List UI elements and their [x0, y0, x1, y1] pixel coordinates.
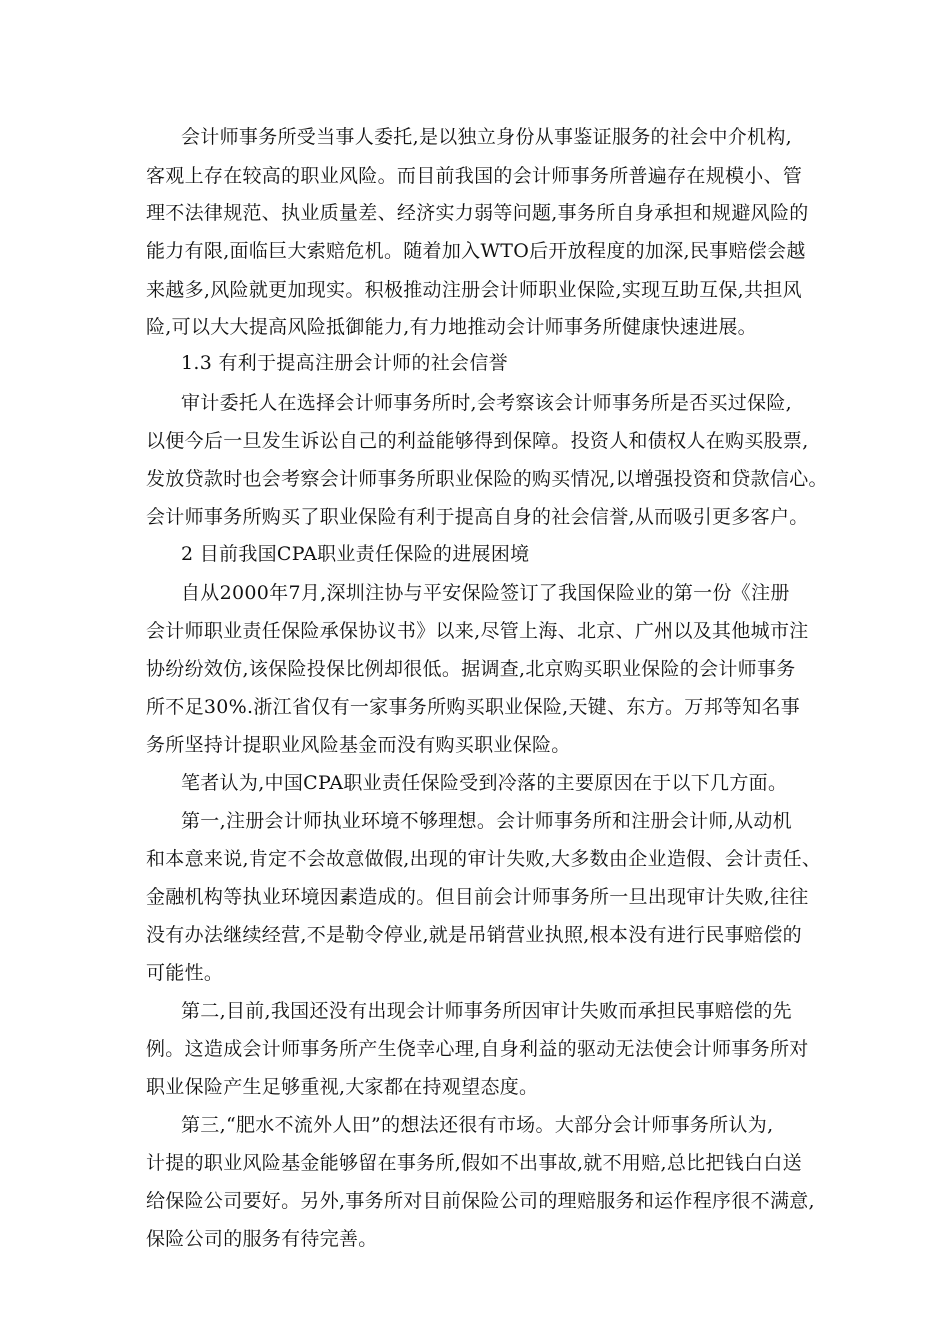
text-line: 审计委托人在选择会计师事务所时,会考察该会计师事务所是否买过保险,	[181, 392, 792, 414]
text-line: 会计师事务所受当事人委托,是以独立身份从事鉴证服务的社会中介机构,	[181, 126, 792, 148]
text-line: 客观上存在较高的职业风险。而目前我国的会计师事务所普遍存在规模小、管	[146, 165, 803, 187]
text-line: 会计师职业责任保险承保协议书》以来,尽管上海、北京、广州以及其他城市注	[146, 620, 809, 642]
text-line: 协纷纷效仿,该保险投保比例却很低。据调查,北京购买职业保险的会计师事务	[146, 658, 796, 680]
text-line: 会计师事务所购买了职业保险有利于提高自身的社会信誉,从而吸引更多客户。	[146, 506, 809, 528]
text-line: 职业保险产生足够重视,大家都在持观望态度。	[146, 1076, 539, 1098]
text-line: 给保险公司要好。另外,事务所对目前保险公司的理赔服务和运作程序很不满意,	[146, 1190, 815, 1212]
text-line: 第一,注册会计师执业环境不够理想。会计师事务所和注册会计师,从动机	[181, 810, 792, 832]
text-line: 自从2000年7月,深圳注协与平安保险签订了我国保险业的第一份《注册	[181, 582, 790, 604]
text-line: 务所坚持计提职业风险基金而没有购买职业保险。	[146, 734, 571, 756]
text-line: 没有办法继续经营,不是勒令停业,就是吊销营业执照,根本没有进行民事赔偿的	[146, 924, 802, 946]
text-line: 来越多,风险就更加现实。积极推动注册会计师职业保险,实现互助互保,共担风	[146, 279, 802, 301]
text-line: 可能性。	[146, 962, 224, 984]
text-line: 能力有限,面临巨大索赔危机。随着加入WTO后开放程度的加深,民事赔偿会越	[146, 240, 806, 262]
text-line: 计提的职业风险基金能够留在事务所,假如不出事故,就不用赔,总比把钱白白送	[146, 1152, 802, 1174]
text-line: 第三,“肥水不流外人田”的想法还很有市场。大部分会计师事务所认为,	[181, 1114, 774, 1136]
text-line: 和本意来说,肯定不会故意做假,出现的审计失败,大多数由企业造假、会计责任、	[146, 848, 822, 870]
text-line: 笔者认为,中国CPA职业责任保险受到冷落的主要原因在于以下几方面。	[181, 772, 788, 794]
text-line: 金融机构等执业环境因素造成的。但目前会计师事务所一旦出现审计失败,往往	[146, 886, 809, 908]
text-line: 以便今后一旦发生诉讼自己的利益能够得到保障。投资人和债权人在购买股票,	[146, 430, 809, 452]
text-line: 发放贷款时也会考察会计师事务所职业保险的购买情况,以增强投资和贷款信心。	[146, 468, 828, 490]
text-line: 理不法律规范、执业质量差、经济实力弱等问题,事务所自身承担和规避风险的	[146, 202, 809, 224]
section-heading: 2 目前我国CPA职业责任保险的进展困境	[181, 543, 530, 565]
text-line: 第二,目前,我国还没有出现会计师事务所因审计失败而承担民事赔偿的先	[181, 1000, 792, 1022]
text-line: 保险公司的服务有待完善。	[146, 1228, 378, 1250]
text-line: 险,可以大大提高风险抵御能力,有力地推动会计师事务所健康快速进展。	[146, 316, 757, 338]
text-line: 所不足30%.浙江省仅有一家事务所购买职业保险,天键、东方。万邦等知名事	[146, 696, 801, 718]
section-heading: 1.3 有利于提高注册会计师的社会信誉	[181, 352, 508, 374]
text-line: 例。这造成会计师事务所产生侥幸心理,自身利益的驱动无法使会计师事务所对	[146, 1038, 809, 1060]
